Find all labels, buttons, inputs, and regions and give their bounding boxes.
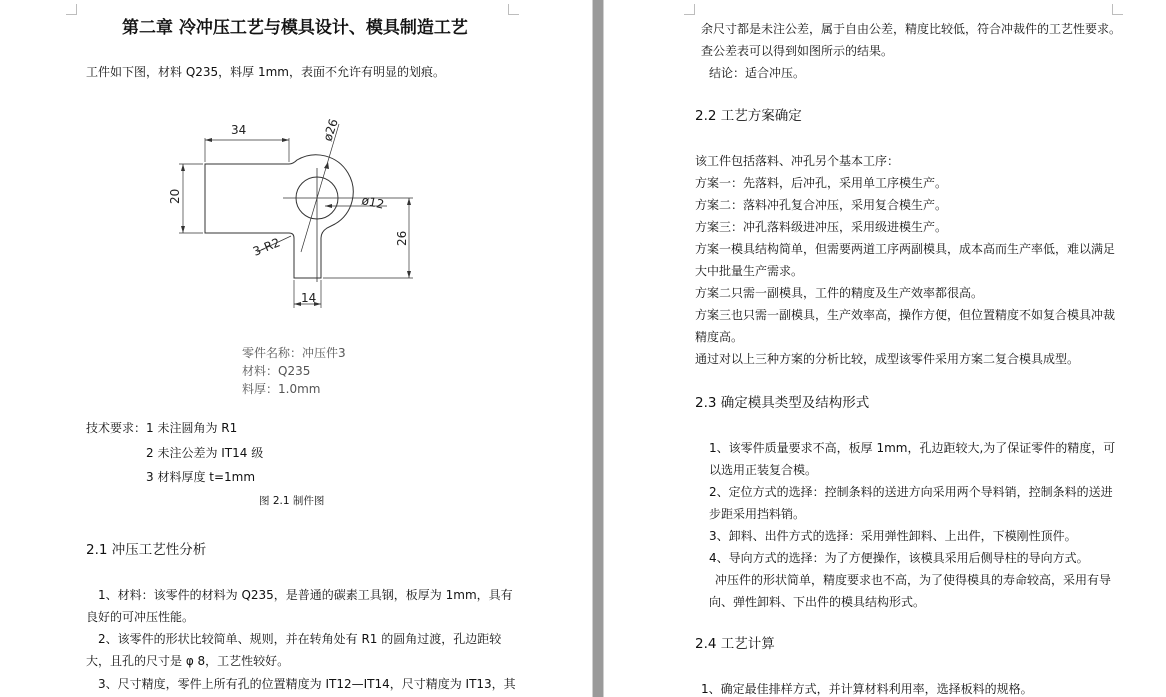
intro-paragraph: 工件如下图，材料 Q235，料厚 1mm，表面不允许有明显的划痕。 <box>86 65 445 79</box>
paragraph-line: 2、该零件的形状比较简单、规则，并在转角处有 R1 的圆角过渡，孔边距较 <box>98 632 502 646</box>
paragraph-line: 方案一模具结构简单，但需要两道工序两副模具，成本高而生产率低，难以满足 <box>695 242 1116 256</box>
paragraph-line: 1、该零件质量要求不高，板厚 1mm，孔边距较大,为了保证零件的精度，可 <box>709 441 1116 455</box>
paragraph-line: 2、定位方式的选择：控制条料的送进方向采用两个导料销，控制条料的送进 <box>709 485 1113 499</box>
tech-requirement: 1 未注圆角为 R1 <box>146 421 238 435</box>
chapter-title: 第二章 冷冲压工艺与模具设计、模具制造工艺 <box>122 18 468 38</box>
paragraph-line: 查公差表可以得到如图所示的结果。 <box>701 44 894 58</box>
crop-mark <box>508 4 519 15</box>
part-outline <box>205 155 353 278</box>
paragraph-line: 余尺寸都是未注公差，属于自由公差，精度比较低，符合冲裁件的工艺性要求。 <box>701 22 1122 36</box>
paragraph-line: 大，且孔的尺寸是 φ 8，工艺性较好。 <box>86 654 290 668</box>
crop-mark <box>66 4 77 15</box>
paragraph-line: 精度高。 <box>695 330 744 344</box>
tech-requirement: 2 未注公差为 IT14 级 <box>146 446 264 460</box>
section-heading-2-4: 2.4 工艺计算 <box>695 636 775 652</box>
paragraph-line: 方案三也只需一副模具，生产效率高，操作方便，但位置精度不如复合模具冲裁 <box>695 308 1116 322</box>
section-heading-2-1: 2.1 冲压工艺性分析 <box>86 542 207 558</box>
part-name: 零件名称：冲压件3 <box>242 346 346 360</box>
dim-phi26: ø26 <box>320 117 341 143</box>
dim-phi12: ø12 <box>360 193 386 212</box>
paragraph-line: 冲压件的形状简单，精度要求也不高，为了使得模具的寿命较高，采用有导 <box>715 573 1112 587</box>
paragraph-line: 通过对以上三种方案的分析比较，成型该零件采用方案二复合模具成型。 <box>695 352 1080 366</box>
conclusion: 结论：适合冲压。 <box>709 66 806 80</box>
paragraph-line: 以选用正装复合模。 <box>709 463 818 477</box>
section-heading-2-3: 2.3 确定模具类型及结构形式 <box>695 395 870 411</box>
paragraph-line: 方案一：先落料，后冲孔，采用单工序模生产。 <box>695 176 948 190</box>
paragraph-line: 3、卸料、出件方式的选择：采用弹性卸料、上出件，下模刚性顶件。 <box>709 529 1077 543</box>
paragraph-line: 良好的可冲压性能。 <box>86 610 195 624</box>
paragraph-line: 步距采用挡料销。 <box>709 507 806 521</box>
dim-3-r2: 3-R2 <box>250 235 283 259</box>
paragraph-line: 方案三：冲孔落料级进冲压，采用级进模生产。 <box>695 220 948 234</box>
paragraph-line: 方案二只需一副模具，工件的精度及生产效率都很高。 <box>695 286 984 300</box>
page-gap <box>592 0 604 697</box>
paragraph-line: 向、弹性卸料、下出件的模具结构形式。 <box>709 595 926 609</box>
paragraph-line: 1、材料：该零件的材料为 Q235，是普通的碳素工具钢，板厚为 1mm，具有 <box>98 588 513 602</box>
crop-mark <box>1112 4 1123 15</box>
tech-requirement: 3 材料厚度 t=1mm <box>146 470 256 484</box>
paragraph-line: 方案二：落料冲孔复合冲压，采用复合模生产。 <box>695 198 948 212</box>
paragraph-line: 4、导向方式的选择：为了方便操作，该模具采用后侧导柱的导向方式。 <box>709 551 1089 565</box>
figure-caption: 图 2.1 制件图 <box>259 495 325 507</box>
tech-requirements-label: 技术要求： <box>86 421 147 435</box>
dim-34: 34 <box>231 123 247 137</box>
part-drawing <box>165 112 425 312</box>
part-thickness: 料厚：1.0mm <box>242 382 321 396</box>
paragraph-line: 大中批量生产需求。 <box>695 264 804 278</box>
section-heading-2-2: 2.2 工艺方案确定 <box>695 108 802 124</box>
crop-mark <box>684 4 695 15</box>
dim-26: 26 <box>395 230 409 246</box>
dim-20: 20 <box>168 188 182 204</box>
part-material: 材料：Q235 <box>242 364 311 378</box>
paragraph-line: 该工件包括落料、冲孔另个基本工序： <box>695 154 900 168</box>
right-page <box>604 0 1166 697</box>
paragraph-line: 1、确定最佳排样方式，并计算材料利用率，选择板料的规格。 <box>701 682 1033 696</box>
dim-14: 14 <box>301 291 317 305</box>
paragraph-line: 3、尺寸精度，零件上所有孔的位置精度为 IT12—IT14，尺寸精度为 IT13，其 <box>98 677 516 691</box>
